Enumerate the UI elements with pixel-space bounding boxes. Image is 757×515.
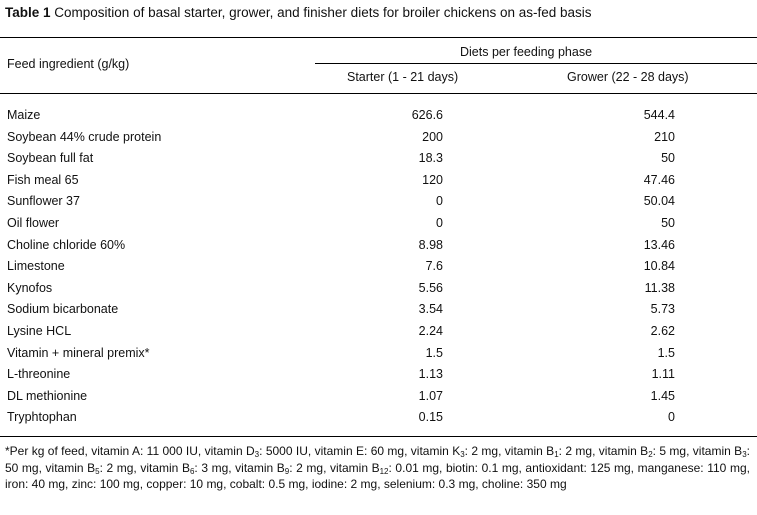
row-grower-value: 0 [668,410,675,425]
row-grower-value: 50.04 [643,194,675,209]
group-header: Diets per feeding phase [460,45,593,59]
row-grower-value: 1.11 [651,367,675,382]
row-grower-value: 5.73 [650,302,675,317]
row-starter-value: 626.6 [411,108,443,122]
row-grower-value: 13.46 [643,237,675,252]
top-rule [0,37,757,38]
row-starter-value: 2.24 [418,324,443,338]
row-ingredient-name: Sunflower 37 [7,194,80,209]
table-caption-text: Composition of basal starter, grower, and finisher diets for broiler chickens on as-fed basis [50,5,592,20]
row-ingredient-name: Tryphtophan [7,410,77,425]
row-starter-value: 1.13 [418,367,443,382]
row-ingredient-name: DL methionine [7,388,88,403]
row-starter-value: 1.5 [425,345,443,360]
row-grower-value: 1.45 [650,388,675,403]
ingredient-header: Feed ingredient (g/kg) [7,57,130,71]
header-rule [0,93,757,94]
row-grower-value: 11.38 [644,280,675,295]
group-rule [315,63,757,64]
row-starter-value: 7.6 [425,259,443,274]
row-starter-value: 1.07 [418,388,443,403]
row-ingredient-name: Lysine HCL [7,324,72,338]
row-grower-value: 10.84 [643,259,675,274]
row-grower-value: 1.5 [657,345,675,360]
column-header-starter: Starter (1 - 21 days) [347,70,459,84]
row-ingredient-name: Choline chloride 60% [7,237,126,252]
row-starter-value: 3.54 [418,302,443,317]
row-grower-value: 210 [654,129,675,144]
table-caption-label: Table 1 [5,5,51,20]
table-footnote: *Per kg of feed, vitamin A: 11 000 IU, vitamin $D_3$: 5000 IU, vitamin E: 60 mg, vitamin $K_3$: 2 mg, vitamin $B_1$: 2 mg, vitamin $B_2$: 5 mg, vitamin $B_3$: 50 mg, vitamin $B_5$: 2 mg, vitamin $B_6$: 3 mg, vitamin $B_9$: 2 mg, vitamin $B_{12}$: 0.01 mg, biotin: 0.1 mg, antioxidant: 125 mg, manganese: 110 mg, iron: 40 mg, zinc: 100 mg, copper: 10 mg, cobalt: 0.5 mg, iodine: 2 mg, selenium: 0.3 mg, choline: 350 mg [5,444,750,491]
bottom-rule [0,436,757,437]
row-ingredient-name: Fish meal 65 [7,172,79,187]
row-starter-value: 120 [422,172,443,187]
row-grower-value: 2.62 [650,324,675,338]
row-ingredient-name: Oil flower [7,216,60,230]
row-starter-value: 0 [436,194,443,209]
row-starter-value: 0 [436,216,443,230]
row-starter-value: 18.3 [418,151,443,166]
row-ingredient-name: L-threonine [7,367,71,382]
column-header-grower: Grower (22 - 28 days) [567,70,689,84]
row-ingredient-name: Maize [7,108,41,122]
row-grower-value: 47.46 [643,172,675,187]
row-ingredient-name: Limestone [7,259,65,274]
row-starter-value: 0.15 [418,410,443,425]
row-ingredient-name: Soybean 44% crude protein [7,129,162,144]
row-grower-value: 50 [661,216,675,230]
table-caption [5,5,592,20]
row-ingredient-name: Vitamin + mineral premix* [7,345,150,360]
row-grower-value: 544.4 [643,108,675,122]
row-ingredient-name: Soybean full fat [7,151,94,166]
row-starter-value: 200 [422,129,443,144]
row-starter-value: 8.98 [418,237,443,252]
row-ingredient-name: Sodium bicarbonate [7,302,119,317]
row-starter-value: 5.56 [418,280,443,295]
row-ingredient-name: Kynofos [7,280,53,295]
row-grower-value: 50 [661,151,675,166]
